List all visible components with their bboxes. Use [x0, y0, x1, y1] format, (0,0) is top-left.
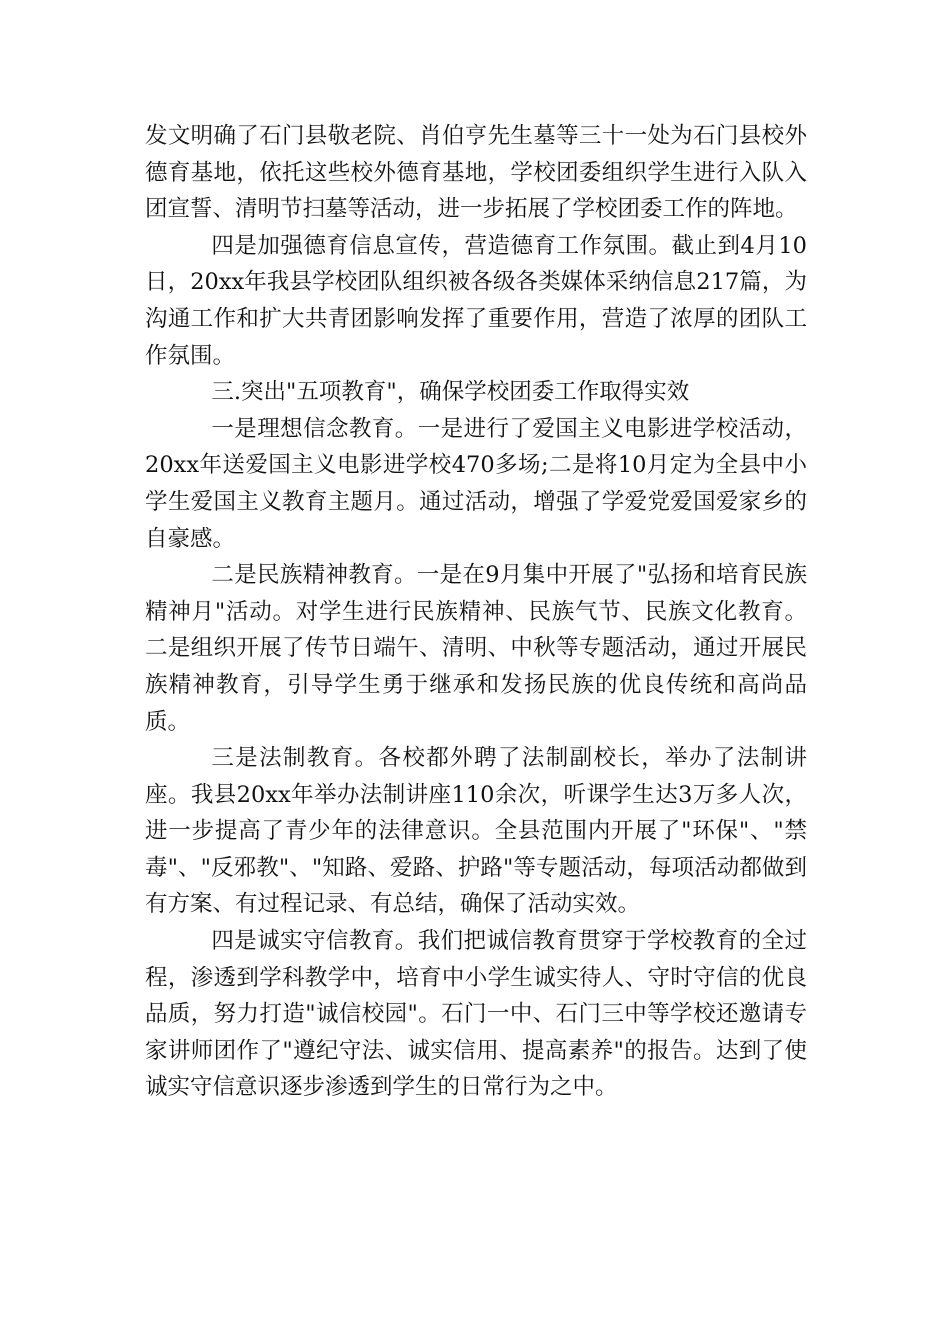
paragraph-legal-education: 三是法制教育。各校都外聘了法制副校长，举办了法制讲座。我县20xx年举办法制讲座110余次，听课学生达3万多人次，进一步提高了青少年的法律意识。全县范围内开展了"环保"、"禁毒"、"反邪教"、"知路、爱路、护路"等专题活动，每项活动都做到有方案、有过程记录、有总结，确保了活动实效。	[145, 745, 807, 918]
paragraph-ideals-education: 一是理想信念教育。一是进行了爱国主义电影进学校活动，20xx年送爱国主义电影进学校470多场;二是将10月定为全县中小学生爱国主义教育主题月。通过活动，增强了学爱党爱国爱家乡的自豪感。	[145, 415, 807, 552]
paragraph-integrity-education: 四是诚实守信教育。我们把诚信教育贯穿于学校教育的全过程，渗透到学科教学中，培育中小学生诚实待人、守时守信的优良品质，努力打造"诚信校园"。石门一中、石门三中等学校还邀请专家讲师团作了"遵纪守法、诚实信用、提高素养"的报告。达到了使诚实守信意识逐步渗透到学生的日常行为之中。	[145, 928, 807, 1101]
section-heading-five-educations: 三.突出"五项教育"，确保学校团委工作取得实效	[211, 379, 690, 406]
paragraph-national-spirit-education: 二是民族精神教育。一是在9月集中开展了"弘扬和培育民族精神月"活动。对学生进行民族精神、民族气节、民族文化教育。二是组织开展了传节日端午、清明、中秋等专题活动，通过开展民族精神教育，引导学生勇于继承和发扬民族的优良传统和高尚品质。	[145, 562, 807, 735]
paragraph-info-publicity: 四是加强德育信息宣传，营造德育工作氛围。截止到4月10日，20xx年我县学校团队组织被各级各类媒体采纳信息217篇，为沟通工作和扩大共青团影响发挥了重要作用，营造了浓厚的团队工作氛围。	[145, 232, 807, 369]
paragraph-continuation: 发文明确了石门县敬老院、肖伯亨先生墓等三十一处为石门县校外德育基地，依托这些校外德育基地，学校团委组织学生进行入队入团宣誓、清明节扫墓等活动，进一步拓展了学校团委工作的阵地。	[145, 123, 807, 223]
document-page	[145, 118, 807, 1106]
